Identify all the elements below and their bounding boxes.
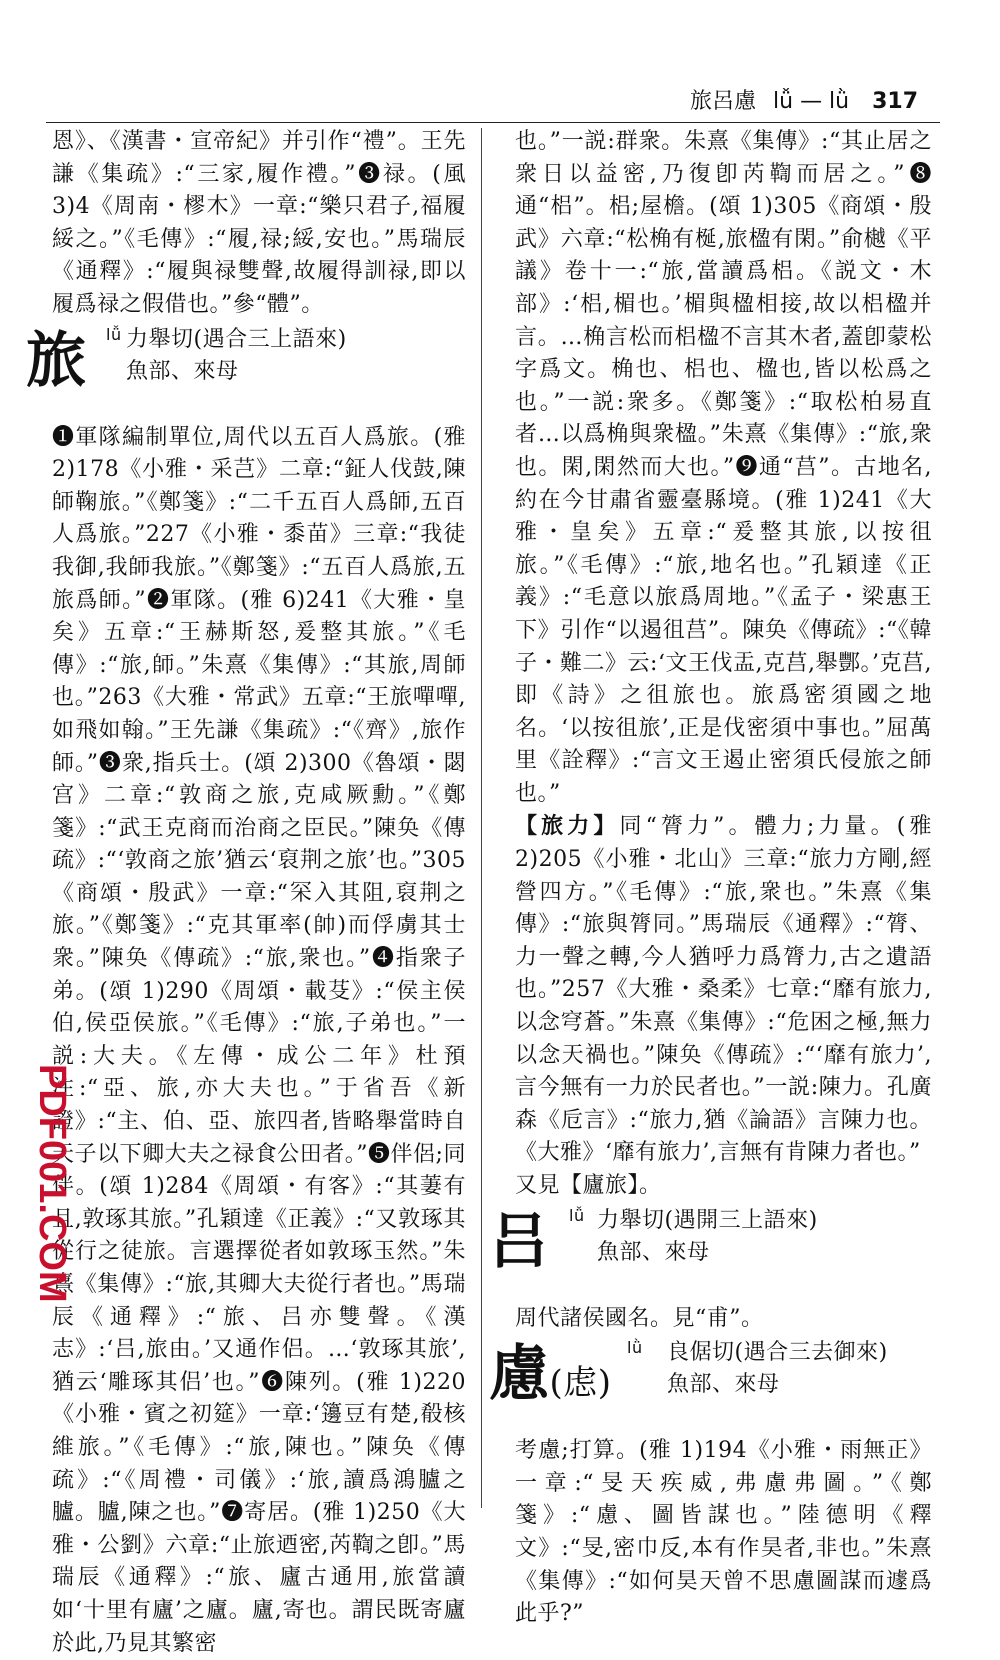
header-head-characters: 旅呂慮 [690, 89, 757, 114]
watermark-text: PDF001.COM [31, 1064, 73, 1303]
entry-definition: 考慮;打算。(雅 1)194《小雅・雨無正》一章:“旻天疾威,弗慮弗圖。”《鄭箋》:“慮、圖皆謀也。”陸德明《釋文》:“旻,密巾反,本有作昊者,非也。”朱熹《集傳》:“如何昊天曾不思慮圖謀而遽爲此乎?” [515, 1438, 932, 1627]
right-column [489, 126, 932, 1631]
entry-rhyme: 魚部、來母 [126, 358, 239, 384]
entry-fanqie: 力舉切(遇合三上語來) [126, 326, 347, 352]
entry-head-lv2 [489, 1337, 932, 1435]
entry-simplified-variant: (虑) [549, 1363, 612, 1404]
subentry-lvli [515, 810, 932, 1170]
see-also: 又見【廬旅】。 [515, 1173, 662, 1198]
entry-head-lu [489, 1205, 932, 1303]
continued-text: 恩》、《漢書・宣帝紀》并引作“禮”。王先謙《集疏》:“三家,履作禮。”❸禄。(風 3)4《周南・樛木》一章:“樂只君子,福履綏之。”《毛傳》:“履,禄;綏,安也。”馬瑞辰《通釋》:“履與禄雙聲,故履得訓禄,即以履爲禄之假借也。”參“體”。 [52, 129, 466, 317]
entry-definition: 周代諸侯國名。見“甫”。 [515, 1305, 764, 1331]
entry-definition: ❶軍隊編制單位,周代以五百人爲旅。(雅 2)178《小雅・采芑》二章:“鉦人伐鼓,陳師鞠旅。”《鄭箋》:“二千五百人爲師,五百人爲旅。”227《小雅・黍苗》三章:“我徒我御,我師我旅。”《鄭箋》:“五百人爲旅,五旅爲師。”❷軍隊。(雅 6)241《大雅・皇矣》五章:“王赫斯怒,爰整其旅。”《毛傳》:“旅,師。”朱熹《集傳》:“其旅,周師也。”263《大雅・常武》五章:“王旅嘽嘽,如飛如翰。”王先謙《集疏》:“《齊》,旅作師。”❸衆,指兵士。(頌 2)300《魯頌・閟宫》二章:“敦商之旅,克咸厥勳。”《鄭箋》:“武王克商而治商之臣民。”陳奂《傳疏》:“‘敦商之旅’猶云‘裒荆之旅’也。”305《商頌・殷武》一章:“罙入其阻,裒荆之旅。”《鄭箋》:“克其軍率(帥)而俘虜其士衆。”陳奂《傳疏》:“旅,衆也。”❹指衆子弟。(頌 1)290《周頌・載芟》:“侯主侯伯,侯亞侯旅。”《毛傳》:“旅,子弟也。”一説:大夫。《左傳・成公二年》杜預注:“亞、旅,亦大夫也。”于省吾《新證》:“主、伯、亞、旅四者,皆略舉當時自天子以下卿大夫之禄食公田者。”❺伴侶;同伴。(頌 1)284《周頌・有客》:“其萋有且,敦琢其旅。”孔穎達《正義》:“又敦琢其從行之徒旅。言選擇從者如敦琢玉然。”朱熹《集傳》:“旅,其卿大夫從行者也。”馬瑞辰《通釋》:“旅、吕亦雙聲。《漢志》:‘吕,旅由。’又通作侣。…‘敦琢其旅’,猶云‘雕琢其侣’也。”❻陳列。(雅 1)220《小雅・賓之初筵》一章:‘籩豆有楚,殽核維旅。”《毛傳》:“旅,陳也。”陳奂《傳疏》:“《周禮・司儀》:‘旅,讀爲鴻臚之臚。臚,陳之也。”❼寄居。(雅 1)250《大雅・公劉》六章:“止旅迺密,芮鞫之卽。”馬瑞辰《通釋》:“旅、廬古通用,旅當讀如‘十里有廬’之廬。廬,寄也。謂民既寄廬於此,乃見其繁密 [52, 424, 466, 1656]
entry-rhyme: 魚部、來母 [667, 1372, 780, 1398]
entry-pinyin: lǚ [106, 324, 122, 344]
header-pinyin-range: lǚ — lǜ [773, 89, 850, 114]
entry-rhyme: 魚部、來母 [597, 1239, 710, 1265]
entry-pinyin: lǜ [627, 1338, 643, 1358]
entry-character-text: 慮 [489, 1339, 550, 1410]
entry-character: 旅 [26, 325, 87, 396]
page-number: 317 [872, 89, 919, 114]
entry-pinyin: lǚ [569, 1205, 585, 1225]
continued-text: 也。”一説:群衆。朱熹《集傳》:“其止居之衆日以益密,乃復卽芮鞫而居之。”❽通“梠”。梠;屋檐。(頌 1)305《商頌・殷武》六章:“松桷有梴,旅楹有閑。”俞樾《平議》卷十一:“旅,當讀爲梠。《説文・木部》:‘梠,楣也。’楣與楹相接,故以梠楹并言。…桷言松而梠楹不言其木者,蓋卽蒙松字爲文。桷也、梠也、楹也,皆以松爲之也。”一説:衆多。《鄭箋》:“取松柏易直者…以爲桷與衆楹。”朱熹《集傳》:“旅,衆也。閑,閑然而大也。”❾通“莒”。古地名,約在今甘肅省靈臺縣境。(雅 1)241《大雅・皇矣》五章:“爰整其旅,以按徂旅。”《毛傳》:“旅,地名也。”孔穎達《正義》:“毛意以旅爲周地。”《孟子・梁惠王下》引作“以遏徂莒”。陳奂《傳疏》:“《韓子・難二》云:‘文王伐盂,克莒,舉酆。’克莒,即《詩》之徂旅也。旅爲密須國之地名。‘以按徂旅’,正是伐密須中事也。”屈萬里《詮釋》:“言文王遏止密須氏侵旅之師也。” [515, 129, 932, 806]
running-header [690, 84, 930, 118]
column-divider [481, 128, 482, 1508]
site-watermark [0, 1060, 73, 1310]
subentry-definition: 同“膂力”。體力;力量。(雅 2)205《小雅・北山》三章:“旅力方剛,經營四方。”《毛傳》:“旅,衆也。”朱熹《集傳》:“旅與膂同。”馬瑞辰《通釋》:“膂、力一聲之轉,今人猶呼力爲膂力,古之遺語也。”257《大雅・桑柔》七章:“靡有旅力,以念穹蒼。”朱熹《集傳》:“危困之極,無力以念天禍也。”陳奂《傳疏》:“‘靡有旅力’,言今無有一力於民者也。”一説:陳力。孔廣森《卮言》:“旅力,猶《論語》言陳力也。《大雅》‘靡有旅力’,言無有肯陳力者也。” [515, 814, 932, 1166]
subentry-label: 【旅力】 [515, 813, 620, 840]
entry-fanqie: 良倨切(遇合三去御來) [667, 1340, 888, 1366]
entry-head-lv [26, 324, 466, 422]
header-rule [46, 122, 940, 123]
entry-character [489, 1339, 612, 1414]
left-column [26, 126, 466, 1660]
entry-fanqie: 力舉切(遇開三上語來) [597, 1207, 818, 1233]
entry-character: 吕 [489, 1206, 550, 1277]
